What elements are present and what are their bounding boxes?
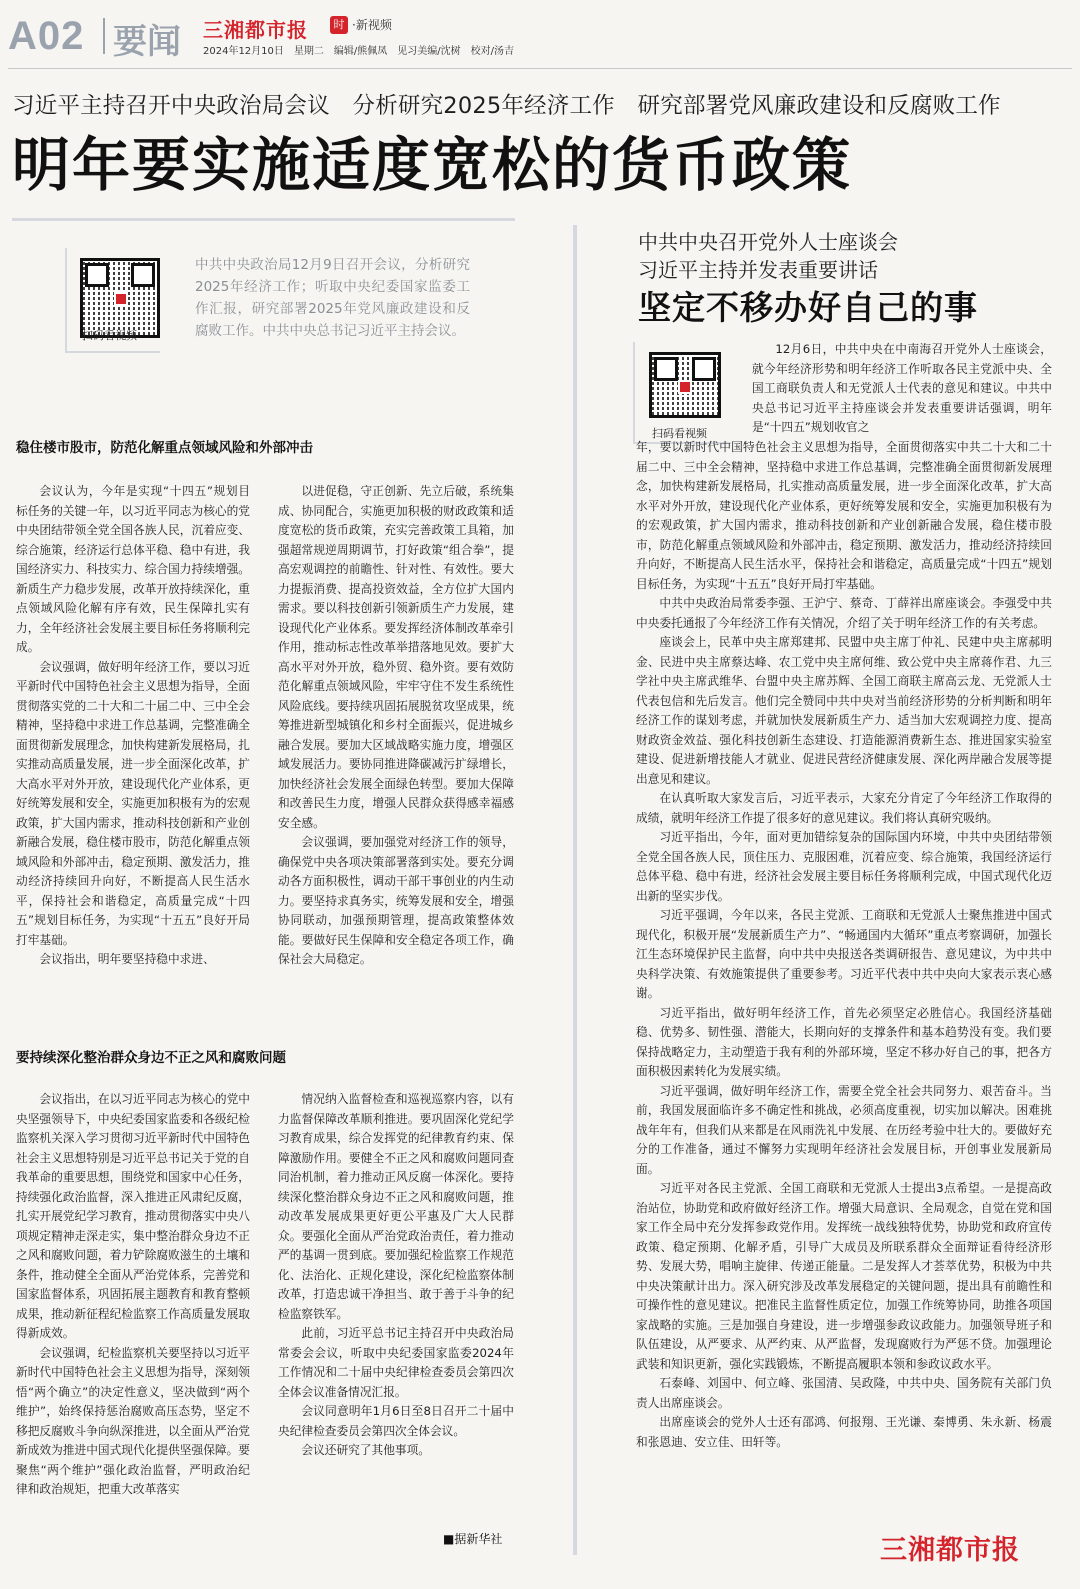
main-kicker: 习近平主持召开中央政治局会议 分析研究2025年经济工作 研究部署党风廉政建设和反腐败工作 <box>12 93 1001 119</box>
subhead-stabilize-markets: 稳住楼市股市，防范化解重点领域风险和外部冲击 <box>16 440 313 456</box>
paragraph: 此前，习近平总书记主持召开中央政治局常委会会议，听取中央纪委国家监委2024年工作情况和二十届中央纪律检查委员会第四次全体会议准备情况汇报。 <box>278 1326 514 1399</box>
side-body <box>636 438 1052 1533</box>
side-qr-code-icon[interactable] <box>649 352 721 418</box>
side-qr-caption: 扫码看视频 <box>652 427 707 440</box>
section-name: 要闻 <box>113 22 181 62</box>
side-kicker-2: 习近平主持并发表重要讲话 <box>638 258 878 282</box>
paragraph: 习近平对各民主党派、全国工商联和无党派人士提出3点希望。一是提高政治站位，协助党和政府做好经济工作。增强大局意识、全局观念，自觉在党和国家工作全局中充分发挥参政党作用。发挥统一战线独特优势，协助党和政府宣传政策、稳定预期、化解矛盾，引导广大成员及所联系群众全面辩证看待经济形势、发展大势，唱响主旋律、传递正能量。二是发挥人才荟萃优势，积极为中共中央决策献计出力。深入研究涉及改革发展稳定的关键问题，提出具有前瞻性和可操作性的意见建议。把准民主监督性质定位，加强工作统筹协同，助推各项国家战略的实施。三是加强自身建设，进一步增强参政议政能力。加强领导班子和队伍建设，从严要求、从严约束、从严监督，发现腐败行为严惩不贷。加强理论武装和知识更新，强化实践锻炼，不断提高履职本领和参政议政水平。 <box>636 1181 1052 1371</box>
brand-video-label: ·新视频 <box>352 18 392 32</box>
article-intro: 中共中央政治局12月9日召开会议，分析研究2025年经济工作；听取中央纪委国家监委工作汇报，研究部署2025年党风廉政建设和反腐败工作。中共中央总书记习近平主持会议。 <box>195 257 470 339</box>
side-qr-logo-icon <box>678 380 692 394</box>
header-rule <box>8 68 1072 69</box>
paragraph: 会议强调，要加强党对经济工作的领导，确保党中央各项决策部署落到实处。要充分调动各方面积极性，调动干部干事创业的内生动力。要坚持求真务实，统筹发展和安全，增强协同联动，加强预期管理，提高政策整体效能。要做好民生保障和安全稳定各项工作，确保社会大局稳定。 <box>278 835 514 966</box>
subhead-anti-corruption: 要持续深化整治群众身边不正之风和腐败问题 <box>16 1050 286 1066</box>
brand-badge-icon: 时 <box>330 16 348 34</box>
paragraph: 会议还研究了其他事项。 <box>301 1443 430 1457</box>
sec1-column-2 <box>278 482 514 1012</box>
paragraph: 年，要以新时代中国特色社会主义思想为指导，全面贯彻落实中共二十大和二十届二中、三中全会精神，坚持稳中求进工作总基调，完整准确全面贯彻新发展理念，加快构建新发展格局，扎实推动高质量发展，进一步全面深化改革，扩大高水平对外开放，建设现代化产业体系，更好统筹发展和安全，实施更加积极有为的宏观政策，扩大国内需求，推动科技创新和产业创新融合发展，稳住楼市股市，防范化解重点领域风险和外部冲击，稳定预期、激发活力，推动经济持续回升向好，不断提高人民生活水平，保持社会和谐稳定，高质量完成“十四五”规划目标任务，为实现“十五五”良好开局打牢基础。 <box>636 440 1052 591</box>
paragraph: 情况纳入监督检查和巡视巡察内容，以有力监督保障改革顺利推进。要巩固深化党纪学习教育成果，综合发挥党的纪律教育约束、保障激励作用。要健全不正之风和腐败问题同查同治机制，着力推动正风反腐一体深化。要持续深化整治群众身边不正之风和腐败问题，推动改革发展成果更好更公平惠及广大人民群众。要强化全面从严治党政治责任，着力推动严的基调一贯到底。要加强纪检监察工作规范化、法治化、正规化建设，深化纪检监察体制改革，打造忠诚干净担当、敢于善于斗争的纪检监察铁军。 <box>278 1092 514 1321</box>
side-kicker-1: 中共中央召开党外人士座谈会 <box>638 230 898 254</box>
qr-logo-icon <box>114 292 128 306</box>
paragraph: 习近平指出，今年，面对更加错综复杂的国际国内环境，中共中央团结带领全党全国各族人民，顶住压力、克服困难，沉着应变、综合施策，我国经济运行总体平稳、稳中有进，经济社会发展主要目标任务将顺利完成，中国式现代化迈出新的坚实步伐。 <box>636 830 1052 903</box>
paragraph: 石泰峰、刘国中、何立峰、张国清、吴政隆，中共中央、国务院有关部门负责人出席座谈会。 <box>636 1376 1052 1410</box>
paragraph: 习近平指出，做好明年经济工作，首先必须坚定必胜信心。我国经济基础稳、优势多、韧性强、潜能大，长期向好的支撑条件和基本趋势没有变。我们要保持战略定力，主动塑造于我有利的外部环境，坚定不移办好自己的事，把各方面积极因素转化为发展实绩。 <box>636 1005 1052 1078</box>
footer-brand-logo: 三湘都市报 <box>880 1535 1020 1566</box>
page-number: A02 <box>8 14 85 58</box>
paragraph: 以进促稳，守正创新、先立后破，系统集成、协同配合，实施更加积极的财政政策和适度宽松的货币政策，充实完善政策工具箱，加强超常规逆周期调节，打好政策“组合拳”，提高宏观调控的前瞻性、针对性、有效性。要大力提振消费、提高投资效益，全方位扩大国内需求。要以科技创新引领新质生产力发展，建设现代化产业体系。要发挥经济体制改革牵引作用，推动标志性改革举措落地见效。要扩大高水平对外开放，稳外贸、稳外资。要有效防范化解重点领域风险，牢牢守住不发生系统性风险底线。要持续巩固拓展脱贫攻坚成果，统筹推进新型城镇化和乡村全面振兴，促进城乡融合发展。要加大区域战略实施力度，增强区域发展活力。要协同推进降碳减污扩绿增长，加快经济社会发展全面绿色转型。要加大保障和改善民生力度，增强人民群众获得感幸福感安全感。 <box>278 484 514 830</box>
paragraph: 习近平强调，今年以来，各民主党派、工商联和无党派人士聚焦推进中国式现代化，积极开展“发展新质生产力”、“畅通国内大循环”重点考察调研，加强长江生态环境保护民主监督，向中共中央报送各类调研报告、意见建议，为中共中央科学决策、有效施策提供了重要参考。习近平代表中共中央向大家表示衷心感谢。 <box>636 908 1052 1000</box>
paragraph: 12月6日，中共中央在中南海召开党外人士座谈会，就今年经济形势和明年经济工作听取各民主党派中央、全国工商联负责人和无党派人士代表的意见和建议。中共中央总书记习近平主持座谈会并发表重要讲话强调，明年是“十四五”规划收官之 <box>752 342 1052 434</box>
paragraph: 座谈会上，民革中央主席郑建邦、民盟中央主席丁仲礼、民建中央主席郝明金、民进中央主席蔡达峰、农工党中央主席何维、致公党中央主席蒋作君、九三学社中央主席武维华、台盟中央主席苏辉、全国工商联主席高云龙、无党派人士代表包信和先后发言。他们完全赞同中共中央对当前经济形势的分析判断和明年经济工作的谋划考虑，并就加快发展新质生产力、适当加大宏观调控力度、提高财政资金效益、强化科技创新生态建设、打造能源消费新生态、推进国家实验室建设、促进新增技能人才就业、促进民营经济健康发展、深化两岸融合发展等提出意见和建议。 <box>636 635 1052 786</box>
header-divider <box>103 18 105 54</box>
paragraph: 会议强调，纪检监察机关要坚持以习近平新时代中国特色社会主义思想为指导，深刻领悟“两个确立”的决定性意义，坚决做到“两个维护”，始终保持惩治腐败高压态势，坚定不移把反腐败斗争向纵深推进，以全面从严治党新成效为推进中国式现代化提供坚强保障。要聚焦“两个维护”强化政治监督，严明政治纪律和政治规矩，把重大改革落实 <box>16 1345 250 1496</box>
paragraph: 会议同意明年1月6日至8日召开二十届中央纪律检查委员会第四次全体会议。 <box>278 1404 514 1438</box>
qr-code-icon[interactable] <box>80 258 160 338</box>
sec2-column-2 <box>278 1090 514 1530</box>
sec2-column-1 <box>16 1090 250 1560</box>
side-lead <box>752 340 1052 440</box>
main-headline: 明年要实施适度宽松的货币政策 <box>12 131 853 199</box>
dateline: 2024年12月10日 星期二 编辑/熊佩凤 见习美编/沈树 校对/汤吉 <box>203 46 515 57</box>
newspaper-brand: 三湘都市报 <box>203 18 308 42</box>
paragraph: 会议强调，做好明年经济工作，要以习近平新时代中国特色社会主义思想为指导，全面贯彻落实党的二十大和二十届二中、三中全会精神，坚持稳中求进工作总基调，完整准确全面贯彻新发展理念，加快构建新发展格局，扎实推动高质量发展，进一步全面深化改革，扩大高水平对外开放，建设现代化产业体系，更好统筹发展和安全，实施更加积极有为的宏观政策，扩大国内需求，推动科技创新和产业创新融合发展，稳住楼市股市，防范化解重点领域风险和外部冲击，稳定预期、激发活力，推动经济持续回升向好，不断提高人民生活水平，保持社会和谐稳定，高质量完成“十四五”规划目标任务，为实现“十五五”良好开局打牢基础。 <box>16 659 250 947</box>
qr-caption: 扫码看视频 <box>82 329 137 342</box>
paragraph: 出席座谈会的党外人士还有邵鸿、何报翔、王光谦、秦博勇、朱永新、杨震和张恩迪、安立佳、田轩等。 <box>636 1415 1052 1449</box>
left-top-rule <box>12 218 515 221</box>
column-divider <box>573 225 577 1555</box>
paragraph: 习近平强调，做好明年经济工作，需要全党全社会共同努力、艰苦奋斗。当前，我国发展面临许多不确定性和挑战，必须高度重视，切实加以解决。困难挑战年年有，但我们从来都是在风雨洗礼中发展、在历经考验中壮大的。要做好充分的工作准备，通过不懈努力实现明年经济社会发展目标，开创事业发展新局面。 <box>636 1083 1052 1176</box>
sec1-column-1 <box>16 482 250 1012</box>
paragraph: 在认真听取大家发言后，习近平表示，大家充分肯定了今年经济工作取得的成绩，就明年经济工作提了很多好的意见建议。我们将认真研究吸纳。 <box>636 791 1052 825</box>
news-credit: ■据新华社 <box>443 1532 503 1546</box>
paragraph: 会议指出，明年要坚持稳中求进、 <box>39 952 215 966</box>
paragraph: 中共中央政治局常委李强、王沪宁、蔡奇、丁薛祥出席座谈会。李强受中共中央委托通报了今年经济工作有关情况，介绍了关于明年经济工作的有关考虑。 <box>636 596 1052 630</box>
paragraph: 会议认为，今年是实现“十四五”规划目标任务的关键一年，以习近平同志为核心的党中央团结带领全党全国各族人民，沉着应变、综合施策，经济运行总体平稳、稳中有进，我国经济实力、科技实力、综合国力持续增强。新质生产力稳步发展，改革开放持续深化，重点领域风险化解有序有效，民生保障扎实有力，全年经济社会发展主要目标任务将顺利完成。 <box>16 484 250 654</box>
paragraph: 会议指出，在以习近平同志为核心的党中央坚强领导下，中央纪委国家监委和各级纪检监察机关深入学习贯彻习近平新时代中国特色社会主义思想特别是习近平总书记关于党的自我革命的重要思想，围绕党和国家中心任务，持续强化政治监督，深入推进正风肃纪反腐，扎实开展党纪学习教育，推动贯彻落实中央八项规定精神走深走实，集中整治群众身边不正之风和腐败问题，着力铲除腐败滋生的土壤和条件，推动健全全面从严治党体系，完善党和国家监督体系，巩固拓展主题教育和教育整顿成果，推动新征程纪检监察工作高质量发展取得新成效。 <box>16 1092 250 1340</box>
side-headline: 坚定不移办好自己的事 <box>638 288 978 327</box>
